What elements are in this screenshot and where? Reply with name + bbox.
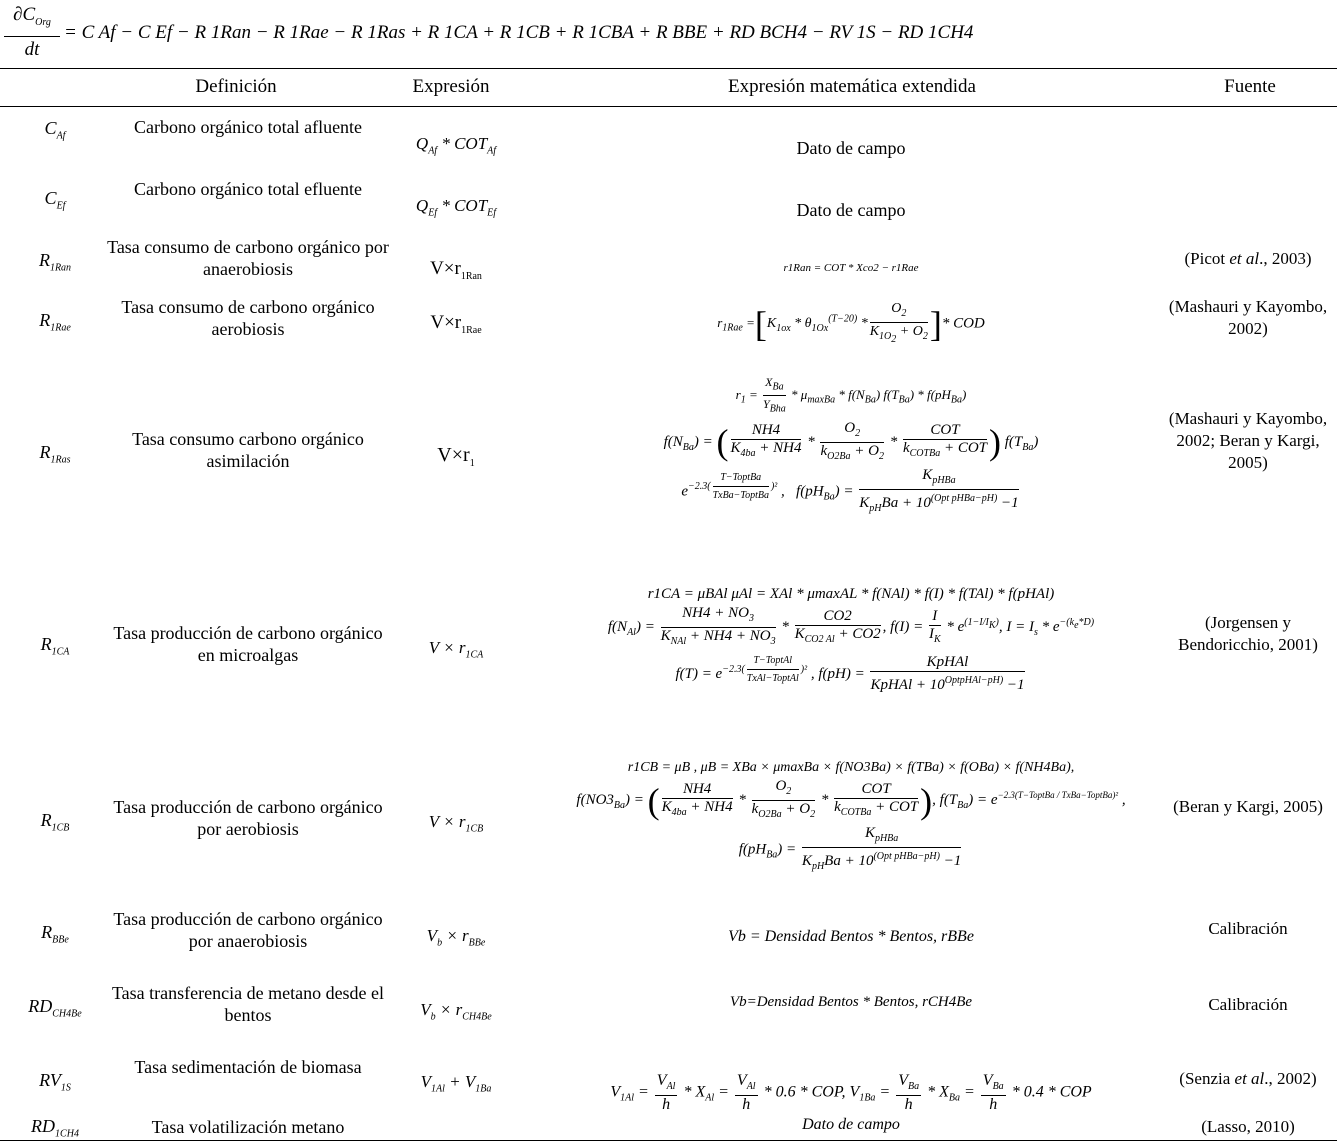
table-row-symbol: $RD_{CH4Be}$ — [28, 996, 82, 1020]
table-row-extended: Dato de campo — [796, 138, 906, 158]
table-row-expression: $V\times r_{1Ran}$ — [430, 258, 482, 282]
header-extended: Expresión matemática extendida — [728, 76, 976, 97]
table-row-source: (Mashauri y Kayombo, 2002) — [1168, 297, 1328, 338]
table-row-definition: Carbono orgánico total afluente — [133, 117, 363, 137]
table-row-extended: r1CA = μBAl μAl = XAl * μmaxAL * f(NAl) * f(I) * f(TAl) * f(pHAl) $f(N_{Al})$ = $NH4 + NO_3$ $K_{NAl} + NH4 + NO_3$ * CO2 $K_{CO2 Al} + CO2$ , f(I) = $\frac{I}{I_K}$ * $e^{(1-I/I_K)}$, $I = I_s * e^{-(k_e*D)}$ $f(T) = e^{-2.3( T-ToptAl TxAl-ToptAl )^2}$ , f(pH) = KpHAl KpHAl + $10^{OptpHAl-pH)} -1$ — [607, 586, 1095, 694]
table-row-symbol: $C_{Af}$ — [44, 118, 66, 142]
table-row-symbol: $R_{1CB}$ — [40, 810, 70, 834]
table-row-extended: r1Ran = COT * Xco2 − r1Rae — [783, 262, 919, 274]
table-row-extended: $V_{1Al}$ = $V_{Al}$ h * $X_{Al}$ = $V_{Al}$ h * 0.6 * COP, $V_{1Ba}$ = $V_{Ba}$ h * $X_{Ba}$ = $V_{Ba}$ h * 0.4 * COP — [610, 1072, 1092, 1114]
header-expression: Expresión — [412, 76, 490, 97]
table-row-expression: $V_{1Al} + V_{1Ba}$ — [420, 1072, 492, 1095]
table-bottom-rule — [0, 1140, 1337, 1141]
table-row-definition: Tasa producción de carbono orgánico por anaerobiosis — [113, 909, 383, 951]
header-definition: Definición — [195, 76, 277, 97]
table-row-symbol: $RV_{1S}$ — [39, 1070, 71, 1094]
equation-lhs: $\partial C_{Org}$ dt — [4, 2, 60, 63]
table-row-definition: Tasa sedimentación de biomasa — [134, 1057, 362, 1077]
table-row-expression: $V\times r_1$ — [437, 444, 475, 469]
table-row-symbol: $R_{1Rae}$ — [39, 310, 71, 334]
table-row-source: (Jorgensen y Bendoricchio, 2001) — [1178, 613, 1318, 654]
header-rule — [0, 106, 1337, 107]
table-row-expression: $Q_{Af} * COT_{Af}$ — [415, 134, 497, 157]
table-row-expression: $V_b \times r_{CH4Be}$ — [420, 1000, 492, 1023]
table-row-source: Calibración — [1208, 919, 1288, 938]
table-row-symbol: $R_{1Ran}$ — [38, 250, 72, 274]
table-row-symbol: $R_{1Ras}$ — [39, 442, 71, 466]
table-row-source: (Mashauri y Kayombo, 2002; Beran y Kargi, 2005) — [1168, 409, 1328, 472]
table-row-symbol: $R_{BBe}$ — [41, 922, 69, 946]
table-row-expression: $V \times r_{1CA}$ — [428, 638, 484, 661]
table-row-expression: $V_b \times r_{BBe}$ — [426, 926, 486, 949]
table-row-definition: Tasa producción de carbono orgánico en microalgas — [113, 623, 383, 665]
table-top-rule — [0, 68, 1337, 69]
table-row-extended: Vb=Densidad Bentos * Bentos, rCH4Be — [729, 994, 973, 1010]
table-row-definition: Tasa volatilización metano — [151, 1117, 345, 1137]
table-row-symbol: $R_{1CA}$ — [40, 634, 70, 658]
table-row-source: Calibración — [1208, 995, 1288, 1014]
table-row-extended: Dato de campo — [796, 200, 906, 220]
table-row-definition: Tasa consumo de carbono orgánico por anaerobiosis — [107, 237, 389, 279]
table-row-source: (Picot et al., 2003) — [1184, 249, 1312, 268]
table-row-extended: Dato de campo — [802, 1116, 900, 1133]
table-row-definition: Tasa transferencia de metano desde el bentos — [111, 983, 385, 1025]
table-row-definition: Tasa consumo de carbono orgánico aerobiosis — [121, 297, 375, 339]
table-row-definition: Tasa producción de carbono orgánico por aerobiosis — [113, 797, 383, 839]
main-equation — [4, 2, 974, 64]
table-row-source: (Lasso, 2010) — [1201, 1117, 1295, 1136]
table-row-definition: Tasa consumo carbono orgánico asimilación — [132, 429, 364, 471]
table-row-extended: $r_1$ = $X_{Ba}$ $Y_{Bha}$ * $\mu_{maxBa} * f(N_{Ba})$ $f(T_{Ba}) * f(pH_{Ba})$ $f(N_{Ba})$ = ( $\frac{NH4}{K_{4ba} + NH4}$ * $\frac{O_2}{k_{O2Ba} + O_2}$ * COT $k_{COTBa}$ + COT ) $f(T_{Ba})$ $e^{-2.3( T-ToptBa TxBa-ToptBa )^2}$ , $f(pH_{Ba})$ = $K_{pHBa}$ $K_{pH}Ba + 10^{(Opt pHBa-pH)} -1$ — [663, 375, 1039, 514]
table-row-extended: r1CB = μB , μB = XBa × μmaxBa × f(NO3Ba) × f(TBa) × f(OBa) × f(NH4Ba), $f(NO3_{Ba})$ = ( $\frac{NH4}{K_{4ba} + NH4}$ * $\frac{O_2}{k_{O2Ba} + O_2}$ * COT $k_{COTBa}$ + COT ), $f(T_{Ba}) = e^{-2.3(T-ToptBa / TxBa-ToptBa)^2}$ , $f(pH_{Ba})$ = $K_{pHBa}$ $K_{pH}Ba + 10^{(Opt pHBa-pH)} -1$ — [576, 760, 1126, 872]
equation-rhs: = C Af − C Ef − R 1Ran − R 1Rae − R 1Ras + R 1CA + R 1CB + R 1CBA + R BBE + RD BCH4 − RV 1S − RD 1CH4 — [64, 22, 974, 43]
table-row-extended: Vb = Densidad Bentos * Bentos, rBBe — [728, 928, 974, 945]
table-row-expression: $V\times r_{1Rae}$ — [430, 312, 482, 336]
header-source: Fuente — [1224, 76, 1276, 97]
table-row-expression: $V \times r_{1CB}$ — [428, 812, 484, 835]
table-row-source: (Senzia et al., 2002) — [1179, 1069, 1317, 1088]
table-row-source: (Beran y Kargi, 2005) — [1173, 797, 1323, 816]
table-row-expression: $Q_{Ef} * COT_{Ef}$ — [415, 196, 497, 219]
table-row-symbol: $C_{Ef}$ — [44, 188, 66, 212]
table-row-symbol: $RD_{1CH4}$ — [31, 1116, 79, 1140]
table-row-extended: $r_{1Rae}$ = [ $K_{1ox} * \theta_{1Ox}^{(T-20)}$ * $\frac{O_2}{K_{1O_2} + O_2}$ ] * COD — [717, 301, 985, 345]
table-row-definition: Carbono orgánico total efluente — [133, 179, 363, 199]
